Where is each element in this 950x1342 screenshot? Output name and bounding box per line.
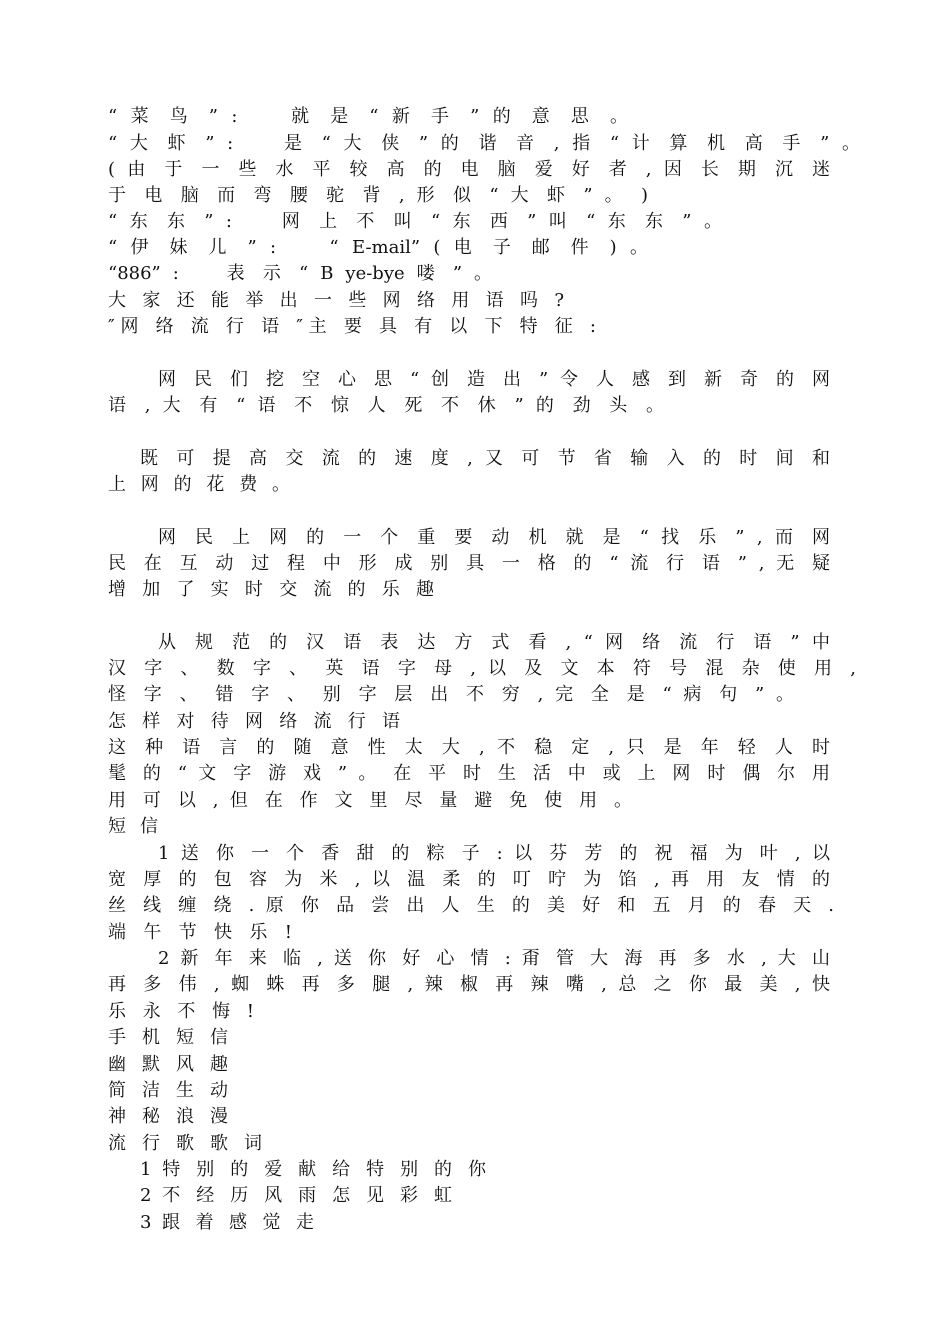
- feature-4-text-1: 从 规 范 的 汉 语 表 达 方 式 看 , “ 网 络 流 行 语 ” 中: [158, 632, 830, 653]
- features-intro: ″网 络 流 行 语 ″主 要 具 有 以 下 特 征 :: [108, 316, 596, 337]
- lyric-1: 1 特 别 的 爱 献 给 特 别 的 你: [140, 1159, 486, 1180]
- sms-trait-humor: 幽 默 风 趣: [108, 1054, 228, 1075]
- term-dongdong: “ 东 东 ” : 网 上 不 叫 “ 东 西 ” 叫 “ 东 东 ” 。: [108, 211, 722, 232]
- feature-3-text-1: 网 民 上 网 的 一 个 重 要 动 机 就 是 “ 找 乐 ” , 而 网: [158, 527, 830, 548]
- how-to-treat-text-2: 髦 的 “ 文 字 游 戏 ” 。 在 平 时 生 活 中 或 上 网 时 偶 尔 用: [108, 763, 830, 784]
- term-daxia: “ 大 虾 ” : 是 “ 大 侠 ” 的 谐 音 , 指 “ 计 算 机 高 手 ” 。: [108, 133, 860, 154]
- how-to-treat-heading: 怎 样 对 待 网 络 流 行 语: [108, 711, 400, 732]
- sms-1-line-4: 端 午 节 快 乐 !: [108, 922, 292, 943]
- term-886: “886” : 表 示 “ B ye-bye 喽 ” 。: [108, 263, 492, 284]
- question-line: 大 家 还 能 举 出 一 些 网 络 用 语 吗 ?: [108, 290, 564, 311]
- daxia-explanation-2: 于 电 脑 而 弯 腰 驼 背 , 形 似 “ 大 虾 ” 。 ): [108, 185, 648, 206]
- sms-traits-heading: 手 机 短 信: [108, 1027, 228, 1048]
- sms-2-line-2: 再 多 伟 , 蜘 蛛 再 多 腿 , 辣 椒 再 辣 嘴 , 总 之 你 最 美 , 快: [108, 974, 830, 995]
- feature-1-text-2: 语 , 大 有 “ 语 不 惊 人 死 不 休 ” 的 劲 头 。: [108, 395, 664, 416]
- feature-4-text-3: 怪 字 、 错 字 、 别 字 层 出 不 穷 , 完 全 是 “ 病 句 ” 。: [108, 684, 794, 705]
- sms-1-line-1: 1 送 你 一 个 香 甜 的 粽 子 : 以 芬 芳 的 祝 福 为 叶 , 以: [158, 843, 830, 864]
- sms-1-line-3: 丝 线 缠 绕 . 原 你 品 尝 出 人 生 的 美 好 和 五 月 的 春 天 .: [108, 895, 834, 916]
- lyric-3: 3 跟 着 感 觉 走: [140, 1212, 314, 1233]
- feature-4-heading: [142, 603, 842, 629]
- feature-2-text-1: 既 可 提 高 交 流 的 速 度 , 又 可 节 省 输 入 的 时 间 和: [140, 448, 830, 469]
- sms-1-line-2: 宽 厚 的 包 容 为 米 , 以 温 柔 的 叮 咛 为 馅 , 再 用 友 情 的: [108, 869, 830, 890]
- feature-3-text-3: 增 加 了 实 时 交 流 的 乐 趣: [108, 579, 434, 600]
- how-to-treat-text-3: 用 可 以 , 但 在 作 文 里 尽 量 避 免 使 用 。: [108, 790, 632, 811]
- term-yimeier: “ 伊 妹 儿 ” : “ E-mail” ( 电 子 邮 件 ) 。: [108, 237, 648, 258]
- feature-1-heading: [142, 340, 842, 366]
- feature-2-heading: [142, 419, 842, 445]
- feature-3-text-2: 民 在 互 动 过 程 中 形 成 别 具 一 格 的 “ 流 行 语 ” , 无 疑: [108, 553, 830, 574]
- feature-1-text-1: 网 民 们 挖 空 心 思 “ 创 造 出 ” 令 人 感 到 新 奇 的 网: [158, 369, 830, 390]
- sms-trait-concise: 简 洁 生 动: [108, 1080, 228, 1101]
- term-cainiao: “ 菜 鸟 ” : 就 是 “ 新 手 ” 的 意 思 。: [108, 106, 628, 127]
- sms-trait-romantic: 神 秘 浪 漫: [108, 1106, 228, 1127]
- feature-2-text-2: 上 网 的 花 费 。: [108, 474, 290, 495]
- feature-3-heading: [142, 498, 842, 524]
- sms-2-line-1: 2 新 年 来 临 , 送 你 好 心 情 : 甭 管 大 海 再 多 水 , 大 山: [158, 948, 830, 969]
- daxia-explanation-1: ( 由 于 一 些 水 平 较 高 的 电 脑 爱 好 者 , 因 长 期 沉 迷: [108, 159, 830, 180]
- lyric-2: 2 不 经 历 风 雨 怎 见 彩 虹: [140, 1185, 452, 1206]
- sms-2-line-3: 乐 永 不 悔 !: [108, 1001, 254, 1022]
- how-to-treat-text-1: 这 种 语 言 的 随 意 性 太 大 , 不 稳 定 , 只 是 年 轻 人 时: [108, 737, 830, 758]
- feature-4-text-2: 汉 字 、 数 字 、 英 语 字 母 , 以 及 文 本 符 号 混 杂 使 用 ,: [108, 658, 856, 679]
- lyrics-heading: 流 行 歌 歌 词: [108, 1133, 262, 1154]
- sms-heading: 短 信: [108, 816, 158, 837]
